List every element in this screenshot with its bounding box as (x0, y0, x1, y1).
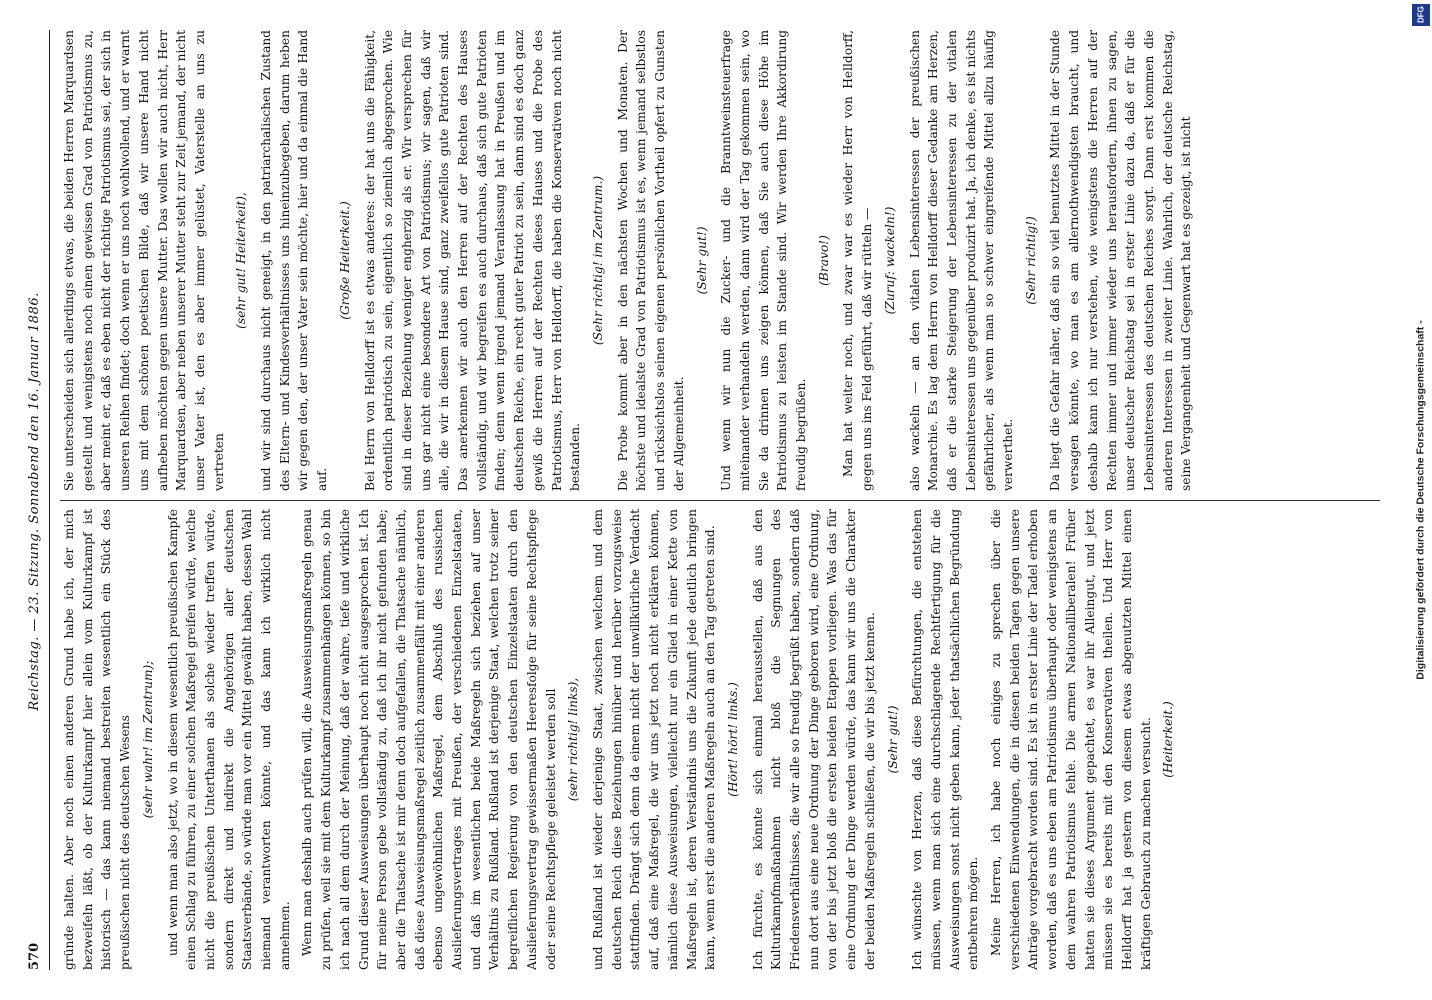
dfg-logo: DFG (1412, 4, 1430, 26)
paragraph: gründe halten. Aber noch einen anderen Grund habe ich, der mich bezweifeln läßt, ob der Kulturkampf hier allein vom Kulturkampf ist historisch — das kann niemand bestreiten wesentlich ein Stück des preußischen nicht des deutschen Wesens (62, 509, 133, 970)
interjection: (sehr gut! Heiterkeit), (234, 192, 249, 329)
interjection: (Sehr gut!) (694, 226, 709, 295)
paragraph: Ich fürchte, es könnte sich einmal herausstellen, daß aus den Kulturkampfmaßnahmen nicht bloß die Segnungen des Friedensverhältnisses, die wir alle so freudig begrüßt haben, sondern daß nun dort aus eine neue Ordnung der Dinge geboren wird, eine Ordnung, von der bis jetzt bloß die ersten beiden Etappen vorliegen. Was das für eine Ordnung der Dinge werden würde, das kann wir uns die Charakter der beiden Maßregeln schließen, die wir bis jetzt kennen. (750, 509, 877, 970)
digitization-strip (1410, 0, 1432, 1000)
paragraph: Wenn man deshalb auch prüfen will, die Ausweisungsmaßregeln genau zu prüfen, weil sie mit dem Kulturkampf zusammenhängen können, so bin ich nach all dem durch der Meinung, daß der wahre, tiefe und wirkliche Grund dieser Ausweisungen überhaupt noch nicht ausgesprochen ist. Ich für meine Person gebe vollständig zu, daß ich ihr nicht gefunden habe; aber die Thatsache ist mir denn doch aufgefallen, die Thatsache nämlich, daß diese Ausweisungsmaßregel zeitlich zusammenfällt mit einer anderen ebenso ungewöhnlichen Maßregel, dem Abschluß des russischen Auslieferungsvertrages mit Preußen, der verschiedenen Einzelstaaten, und daß im wesentlichen beide Maßregeln sich beziehen auf unser Verhältnis zu Rußland. Rußland ist derjenige Staat, welchen trotz seiner begreiflichen Regierung von den deutschen Einzelstaaten durch den Auslieferungsvertrag gewissermaßen Heeresfolge für seine Rechtspflege oder seine Rechtspflege geleistet werden soll (300, 509, 558, 970)
paragraph: Und wenn wir nun die Zucker- und die Branntweinsteuerfrage miteinander verhandeln werden, dann wird der Tag gekommen sein, wo Sie da drinnen uns zeigen können, daß Sie auch diese Höhe im Patriotismus zu leisten im Stande sind. Wir werden Ihre Akkordirung freudig begrüßen. (719, 30, 809, 491)
paragraph: und Rußland ist wieder derjenige Staat, zwischen welchem und dem deutschen Reich diese Beziehungen hinüber und herüber vorzugsweise stattfinden. Drängt sich denn da einem nicht der unwillkürliche Verdacht auf, daß eine Maßregel, die wir uns jetzt noch nicht erklären können, nämlich diese Ausweisungen, vielleicht nur ein Glied in einer Kette von Maßregeln ist, deren Verständnis uns die Zukunft jede deutlich bringen kann, wenn erst die anderen Maßregeln auch an den Tag getreten sind. (590, 509, 718, 970)
header-rule (49, 30, 50, 970)
paragraph: und wenn man also jetzt, wo in diesem wesentlich preußischen Kampfe einen Schlag zu führen, zu einer solchen Maßregel greifen würde, welche nicht die preußischen Unterthanen als solche wieder treffen würde, sondern direkt und indirekt die Angehörigen aller deutschen Staatsverbände, so würde man vor ein Mittel gewählt haben, dessen Wahl niemand verantworten könnte, und das kann ich wirklich nicht annehmen. (165, 509, 292, 970)
paragraph: Bei Herrn von Helldorff ist es etwas anderes: der hat uns die Fähigkeit, ordentlich patriotisch zu sein, eigentlich so ziemlich abgesprochen. Wie sind in dieser Beziehung weniger engherzig als er. Wir versprechen für uns gar nicht eine besondere Art von Patriotismus; wir sagen, daß wir alle, die wir in diesem Hause sind, ganz zweifellos gute Patrioten sind. Das anerkennen wir auch den Herren auf der Rechten des Hauses vollständig, und wir begreifen es auch durchaus, daß sich gute Patrioten finden; denn wenn irgend jemand Veranlassung hat in Preußen und im deutschen Reiche, ein recht guter Patriot zu sein, dann sind es doch ganz gewiß die Herren auf der Rechten dieses Hauses und die Probe des Patriotismus, Herr von Helldorff, die haben die Konservativen noch nicht bestanden. (362, 30, 583, 491)
right-column (60, 30, 1380, 491)
paragraph: und wir sind durchaus nicht geneigt, in den patriarchalischen Zustand des Eltern- und Kindesverhältnisses uns hineinzubegeben, darum heben wir gegen den, der unser Vater sein möchte, hier und da einmal die Hand auf. (259, 30, 330, 491)
digitization-note: Digitalisierung gefördert durch die Deutsche Forschungsgemeinschaft - (1415, 320, 1428, 680)
interjection: (sehr wahr! im Zentrum); (140, 660, 155, 819)
interjection: (Zuruf: wackeln!) (882, 206, 897, 315)
paragraph: also wackeln — an den vitalen Lebensinteressen der preußischen Monarchie. Es lag dem Herrn von Helldorff dieser Gedanke am Herzen, daß er die starke Steigerung der Lebensinteressen zu der vitalen Lebensinteressen uns gegenüber produzirt hat. Ja, ich denke, es ist nichts gefährlicher, als wenn man so schwer eingreifende Mittel allzu häufig verwerthet. (907, 30, 1016, 491)
left-column (60, 509, 1380, 970)
page-number: 570 (26, 942, 42, 970)
text-columns (60, 30, 1380, 970)
paragraph: Ich wünschte von Herzen, daß diese Befürchtungen, die entstehen müssen, wenn man sich eine durchschlagende Rechtfertigung für die Ausweisungen sonst nicht geben kann, jeder thatsächlichen Begründung entbehren mögen. (910, 509, 981, 970)
paragraph: Die Probe kommt aber in den nächsten Wochen und Monaten. Der höchste und idealste Grad von Patriotismus ist es, wenn jemand selbstlos und rücksichtslos seinen eigenen persönlichen Vortheil opfert zu Gunsten der Allgemeinheit. (615, 30, 686, 491)
running-title: Reichstag. — 23. Sitzung. Sonnabend den 16. Januar 1886. (26, 292, 42, 711)
paragraph: Meine Herren, ich habe noch einiges zu sprechen über die verschiedenen Einwendungen, die in diesen beiden Tagen gegen unsere Anträge vorgebracht worden sind. Es ist in erster Linie der Tadel erhoben worden, daß es uns eben am Patriotismus überhaupt oder wenigstens an dem wahren Patriotismus fehle. Die armen Nationalliberalen! Früher hatten sie dieses Argument gepachtet, es war ihr Alleingut, und jetzt müssen sie es bereits mit den Konservativen theilen. Und Herr von Helldorff hat ja gestern von diesem etwas abgenutzten Mittel einen kräftigen Gebrauch zu machen versucht. (989, 509, 1153, 970)
interjection: (Große Heiterkeit.) (337, 201, 352, 320)
interjection: (Heiterkeit.) (1161, 701, 1176, 778)
page-header (22, 30, 46, 970)
interjection: (Sehr gut!) (885, 705, 900, 774)
interjection: (Hört! hört! links.) (725, 682, 740, 797)
interjection: (sehr richtig! links), (566, 677, 581, 802)
paragraph: Sie unterscheiden sich allerdings etwas, die beiden Herren Marquardsen gestellt und wenigstens noch einen gewissen Grad von Patriotismus zu, aber meint er, daß es eben nicht der richtige Patriotismus sei, der sich in unseren Reihen findet; doch wenn er uns noch wohlwollend, und er warnt uns mit dem schönen poetischen Bilde, daß wir unsere Hand nicht aufheben möchten gegen unsere Mutter. Das wollen wir auch nicht, Herr Marquardsen, aber neben unserer Mutter steht zur Zeit jemand, der nicht unser Vater ist, den es aber immer gelüstet, Vaterstelle an uns zu vertreten (62, 30, 226, 491)
interjection: (Bravo!) (816, 235, 831, 286)
interjection: (Sehr richtig! im Zentrum.) (590, 175, 605, 346)
interjection: (Sehr richtig!) (1023, 216, 1038, 305)
paragraph: Man hat weiter noch, und zwar war es wieder Herr von Helldorff, gegen uns ins Feld geführt, daß wir rütteln — (841, 30, 875, 491)
paragraph: Da liegt die Gefahr näher, daß ein so viel benutztes Mittel in der Stunde versagen könnte, wo man es am allernothwendigsten braucht, und deshalb kann ich nur verstehen, wie wenigstens die Herren auf der Rechten immer und immer wieder uns herausfordern, ihnen zu sagen, unser deutscher Reichstag sei in erster Linie dazu da, daß er für die Lebensinteressen des deutschen Reiches sorgt. Dann erst kommen die anderen Interessen in zweiter Linie. Wahrlich, der deutsche Reichstag, seine Vergangenheit und Gegenwart hat es gezeigt, ist nicht (1048, 30, 1194, 491)
